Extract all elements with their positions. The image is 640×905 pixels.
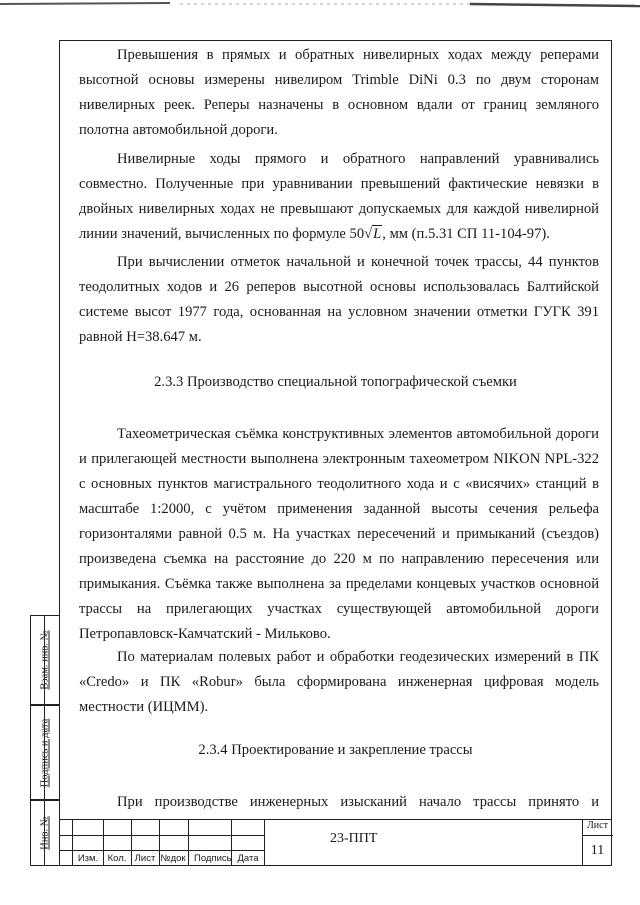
stamp-label-kol: Кол. <box>107 853 127 864</box>
paragraph-text: Превышения в прямых и обратных нивелирных ходах между реперами высотной основы измерены нивелиром Trimble DiNi 0.3 по двум сторонам нивелирных реек. Реперы назначены в основном вдали от границ земляного полотна автомобильной дороги. <box>79 47 599 138</box>
sqrt-symbol: √ <box>364 226 373 242</box>
sheet-label: Лист <box>587 820 608 831</box>
stamp-label-list: Лист <box>134 853 156 864</box>
stamp-label-ndok: №док <box>160 853 186 864</box>
scan-artifact-top <box>0 0 640 10</box>
side-stamp-label: Подпись и дата <box>39 718 51 787</box>
paragraph-text-part: Нивелирные ходы прямого и обратного направлений уравнивались совместно. Полученные при уравнивании превышений фактические невязки в двойных нивелирных ходах не превышают допускаемых для каждой нивелирной линии значений, вычисленных по формуле 50 <box>79 151 599 242</box>
paragraph-5 <box>79 645 599 720</box>
stamp-label-izm: Изм. <box>77 853 99 864</box>
paragraph-text-part: , мм (п.5.31 СП 11-104-97). <box>382 226 550 242</box>
paragraph-2 <box>79 147 599 247</box>
stamp-row-line <box>59 835 264 836</box>
sheet-box-line <box>583 835 613 836</box>
paragraph-text <box>79 147 599 247</box>
paragraph-1 <box>79 43 599 143</box>
paragraph-text: По материалам полевых работ и обработки геодезических измерений в ПК «Credo» и ПК «Robur» была сформирована инженерная цифровая модель местности (ИЦММ). <box>79 649 599 715</box>
stamp-label-podpis: Подпись <box>194 853 232 864</box>
section-heading-2-3-3: 2.3.3 Производство специальной топографической съемки <box>154 374 517 390</box>
stamp-row-line <box>59 850 264 851</box>
side-stamp-label: Взам. инв. № <box>39 630 51 690</box>
stamp-col-line <box>264 820 265 866</box>
side-stamp-label: Инв. № <box>39 816 51 850</box>
paragraph-text: При производстве инженерных изысканий начало трассы принято и <box>117 794 599 810</box>
sqrt-variable: L <box>373 226 382 242</box>
paragraph-4 <box>79 422 599 647</box>
sheet-number: 11 <box>590 843 605 858</box>
stamp-col-line <box>188 820 189 866</box>
paragraph-text: При вычислении отметок начальной и конечной точек трассы, 44 пунктов теодолитных ходов и 26 реперов высотной основы использовалась Балтийской системе высот 1977 года, основанная на условном значении отметки ГУГК 391 равной Н=38.647 м. <box>79 254 599 345</box>
document-code: 23-ППТ <box>330 831 378 846</box>
paragraph-6 <box>79 790 599 815</box>
side-stamp-cell <box>44 615 60 705</box>
side-stamp-cell <box>44 705 60 800</box>
paragraph-text: Тахеометрическая съёмка конструктивных элементов автомобильной дороги и прилегающей местности выполнена электронным тахеометром NIKON NPL-322 с основных пунктов магистрального теодолитного хода и с «висячих» станций в масштабе 1:2000, с учётом применения заданной высоты сечения рельефа горизонталями равной 0.5 м. На участках пересечений и примыканий (съездов) произведена съемка на расстояние до 220 м по направлению пересечения или примыкания. Съёмка также выполнена за пределами концевых участков основной трассы на прилегающих участках существующей автомобильной дороги Петропавловск-Камчатский - Мильково. <box>79 426 599 642</box>
paragraph-3 <box>79 250 599 350</box>
stamp-label-data: Дата <box>237 853 259 864</box>
section-heading-2-3-4: 2.3.4 Проектирование и закрепление трассы <box>198 742 473 758</box>
side-stamp-cell <box>44 800 60 866</box>
